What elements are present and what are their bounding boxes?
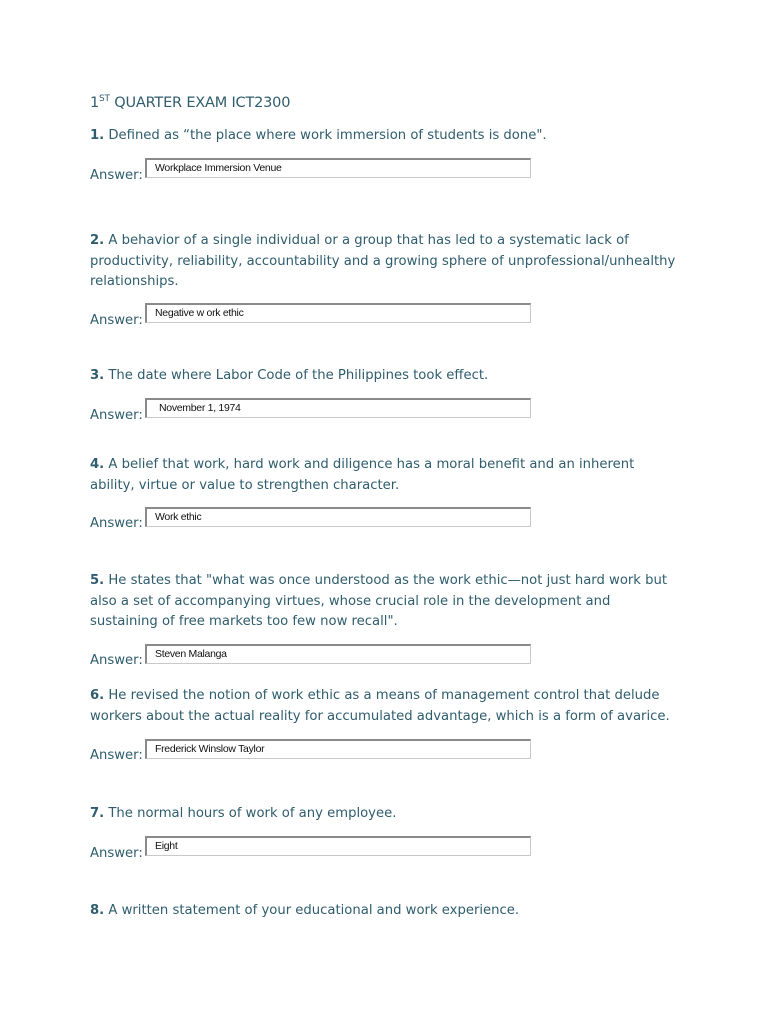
question-4: 4. A belief that work, hard work and diligence has a moral benefit and an inherent ability, virtue or value to strengthen character. [90,457,635,493]
answer-field-7[interactable]: Eight [145,836,531,856]
question-7: 7. The normal hours of work of any employee. [90,806,397,821]
question-2: 2. A behavior of a single individual or a group that has led to a systematic lack of productivity, reliability, accountability and a growing sphere of unprofessional/unhealthy relationships. [90,233,676,289]
answer-field-2[interactable]: Negative w ork ethic [145,303,531,323]
question-8: 8. A written statement of your educational and work experience. [90,903,520,918]
answer-label-6: Answer: [90,748,143,763]
answer-label-5: Answer: [90,653,143,668]
answer-label-4: Answer: [90,516,143,531]
answer-field-5[interactable]: Steven Malanga [145,644,531,664]
answer-label-2: Answer: [90,313,143,328]
answer-label-1: Answer: [90,168,143,183]
question-6: 6. He revised the notion of work ethic as a means of management control that delude workers about the actual reality for accumulated advantage, which is a form of avarice. [90,688,670,724]
answer-field-3[interactable]: November 1, 1974 [145,398,531,418]
answer-label-7: Answer: [90,846,143,861]
answer-label-3: Answer: [90,408,143,423]
question-3: 3. The date where Labor Code of the Philippines took effect. [90,368,489,383]
question-5: 5. He states that "what was once understood as the work ethic—not just hard work but also a set of accompanying virtues, whose crucial role in the development and sustaining of free markets too few now recall". [90,573,668,629]
exam-title: 1ST QUARTER EXAM ICT2300 [90,94,291,111]
answer-field-1[interactable]: Workplace Immersion Venue [145,158,531,178]
answer-field-4[interactable]: Work ethic [145,507,531,527]
question-1: 1. Defined as “the place where work immersion of students is done". [90,128,547,143]
answer-field-6[interactable]: Frederick Winslow Taylor [145,739,531,759]
